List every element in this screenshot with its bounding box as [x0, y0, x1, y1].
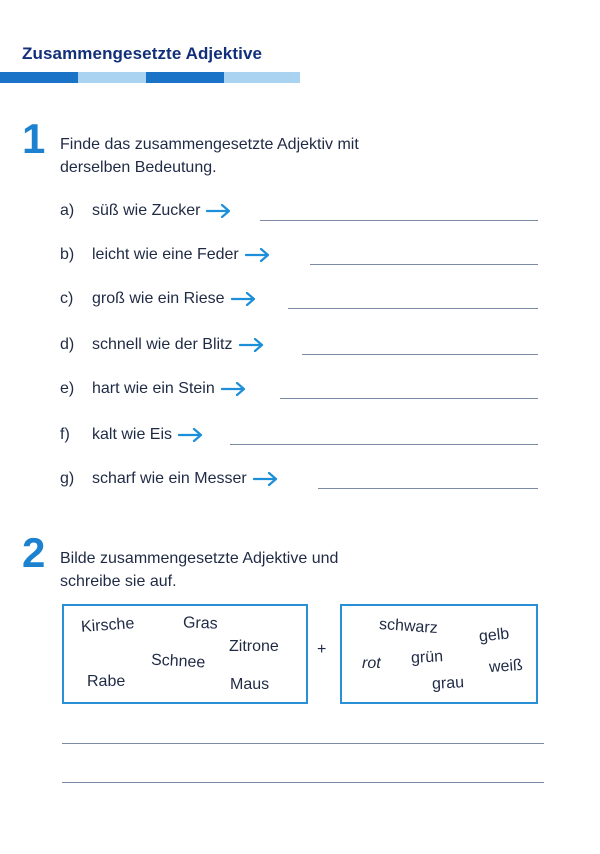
phrase-text: hart wie ein Stein	[92, 380, 215, 397]
arrow-right-icon	[206, 204, 232, 218]
exercise-row-b	[60, 246, 540, 268]
arrow-right-icon	[231, 292, 257, 306]
row-letter: c)	[60, 290, 74, 307]
answer-line[interactable]	[310, 264, 538, 265]
color-word: weiß	[488, 656, 524, 677]
row-letter: d)	[60, 336, 75, 353]
page-title: Zusammengesetzte Adjektive	[22, 44, 263, 63]
row-phrase	[92, 290, 257, 308]
noun-word: Schnee	[150, 651, 206, 672]
row-phrase	[92, 380, 247, 398]
row-letter: f)	[60, 426, 70, 443]
color-word: grau	[431, 674, 465, 693]
answer-line[interactable]	[230, 444, 538, 445]
writing-line[interactable]	[62, 782, 544, 783]
exercise-row-c	[60, 290, 540, 312]
exercise-1-number: 1	[22, 115, 46, 162]
exercise-row-e	[60, 380, 540, 402]
answer-line[interactable]	[302, 354, 538, 355]
phrase-text: groß wie ein Riese	[92, 290, 225, 307]
phrase-text: süß wie Zucker	[92, 202, 201, 219]
phrase-text: scharf wie ein Messer	[92, 470, 247, 487]
exercise-2-instruction	[60, 547, 338, 593]
color-word: rot	[362, 655, 381, 672]
plus-sign: +	[317, 641, 327, 658]
phrase-text: kalt wie Eis	[92, 426, 173, 443]
row-letter: a)	[60, 202, 75, 219]
arrow-right-icon	[245, 248, 271, 262]
writing-line[interactable]	[62, 743, 544, 744]
instruction-line: Bilde zusammengesetzte Adjektive und	[60, 550, 339, 567]
arrow-right-icon	[221, 382, 247, 396]
color-word: gelb	[478, 625, 511, 646]
row-letter: g)	[60, 470, 75, 487]
row-phrase	[92, 202, 232, 220]
arrow-right-icon	[253, 472, 279, 486]
exercise-row-f	[60, 426, 540, 448]
row-phrase	[92, 246, 271, 264]
instruction-line: Finde das zusammengesetzte Adjektiv mit	[60, 136, 359, 153]
answer-line[interactable]	[318, 488, 538, 489]
noun-word: Zitrone	[229, 638, 279, 655]
noun-box	[62, 604, 308, 704]
exercise-row-g	[60, 470, 540, 492]
noun-word: Kirsche	[80, 615, 135, 636]
row-letter: b)	[60, 246, 75, 263]
exercise-row-a	[60, 202, 540, 224]
row-phrase	[92, 426, 204, 444]
noun-word: Maus	[230, 676, 270, 693]
noun-word: Gras	[182, 614, 218, 633]
title-underline-bar	[0, 72, 300, 83]
phrase-text: leicht wie eine Feder	[92, 246, 239, 263]
answer-line[interactable]	[260, 220, 538, 221]
exercise-2-number: 2	[22, 529, 46, 576]
instruction-line: schreibe sie auf.	[60, 573, 177, 590]
arrow-right-icon	[178, 428, 204, 442]
noun-word: Rabe	[87, 673, 126, 690]
row-phrase	[92, 470, 279, 488]
phrase-text: schnell wie der Blitz	[92, 336, 233, 353]
color-word: grün	[410, 648, 444, 667]
exercise-row-d	[60, 336, 540, 358]
color-box	[340, 604, 538, 704]
answer-line[interactable]	[288, 308, 538, 309]
arrow-right-icon	[239, 338, 265, 352]
answer-line[interactable]	[280, 398, 538, 399]
row-phrase	[92, 336, 265, 354]
color-word: schwarz	[378, 615, 439, 638]
row-letter: e)	[60, 380, 75, 397]
instruction-line: derselben Bedeutung.	[60, 159, 217, 176]
exercise-1-instruction	[60, 133, 359, 179]
